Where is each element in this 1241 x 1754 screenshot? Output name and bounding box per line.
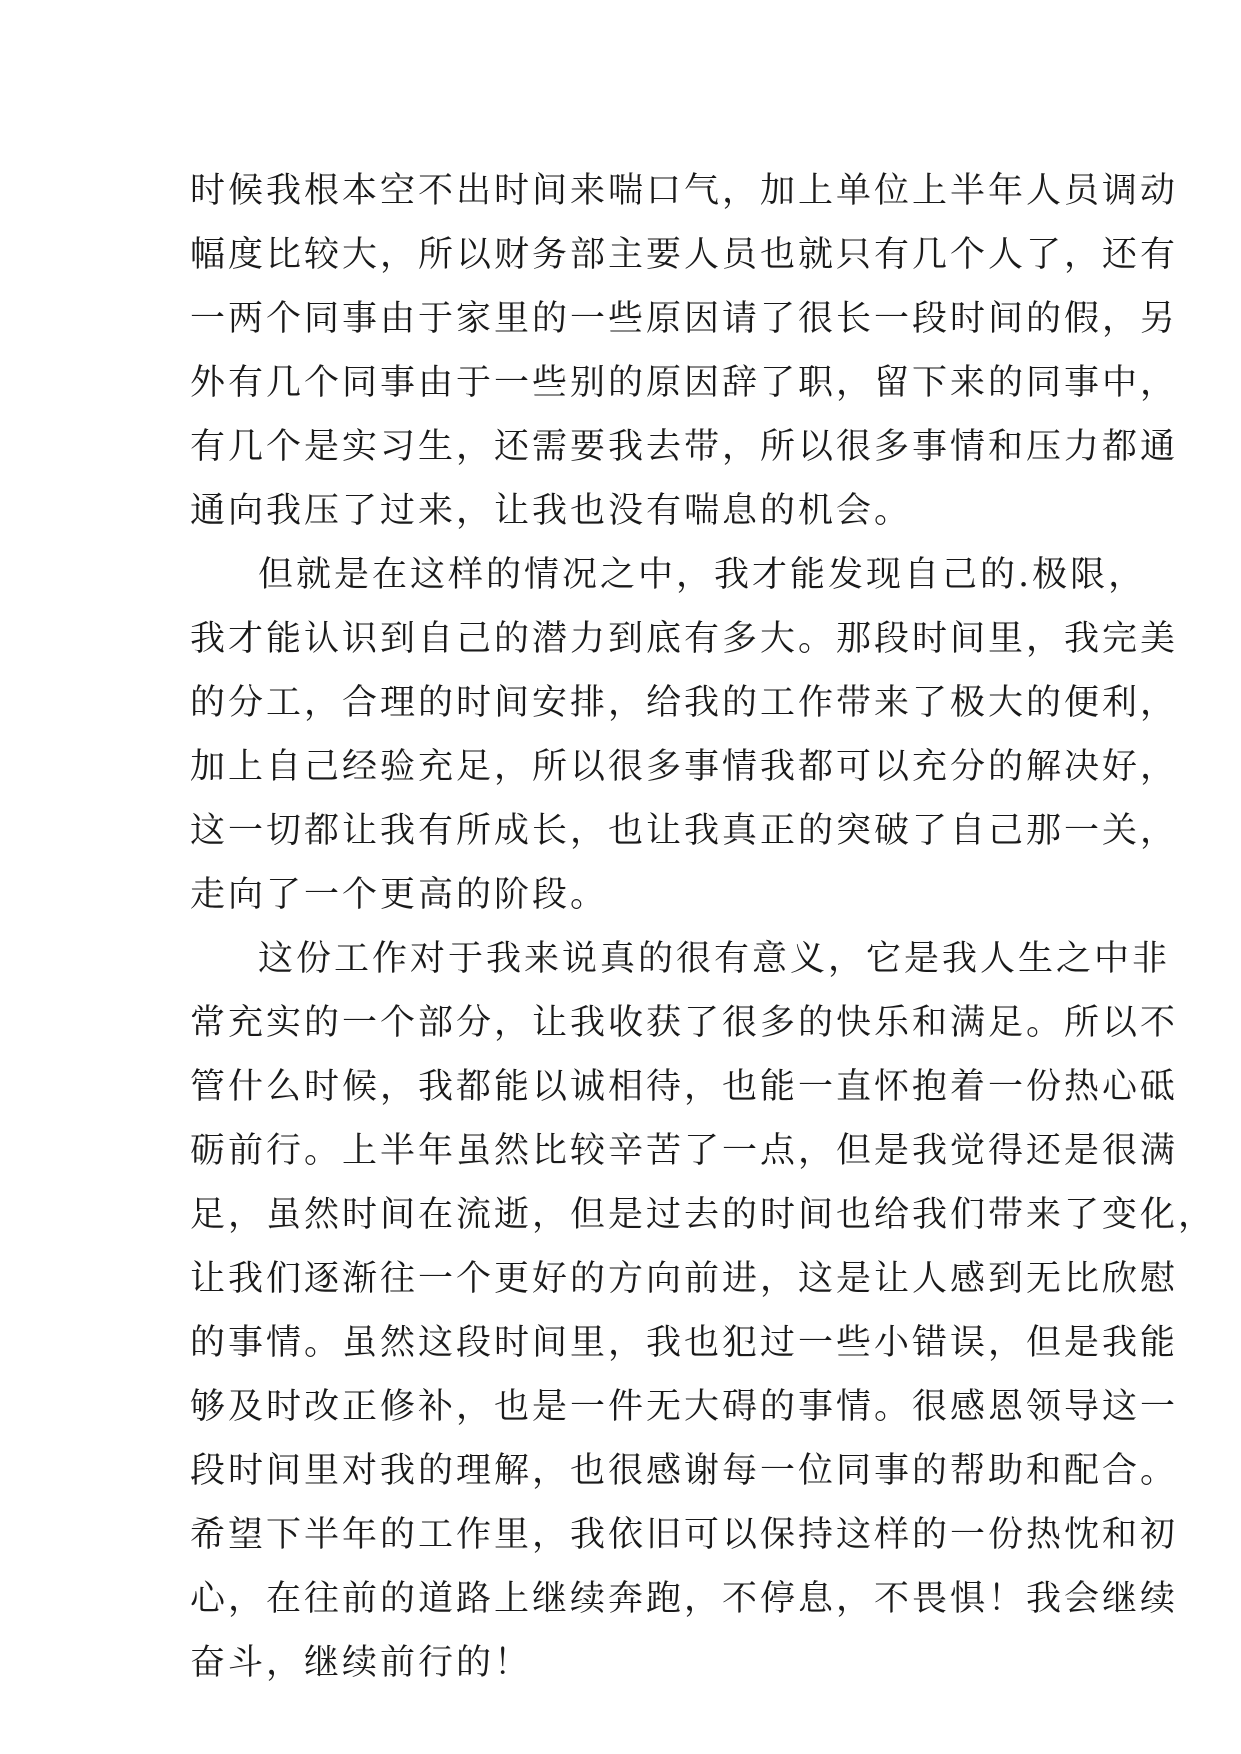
text-line: 有几个是实习生，还需要我去带，所以很多事情和压力都通	[190, 427, 1179, 467]
text-line: 让我们逐渐往一个更好的方向前进，这是让人感到无比欣慰	[190, 1259, 1179, 1299]
text-line: 幅度比较大，所以财务部主要人员也就只有几个人了，还有	[190, 235, 1179, 275]
text-line: 常充实的一个部分，让我收获了很多的快乐和满足。所以不	[190, 1003, 1179, 1043]
text-line: 管什么时候，我都能以诚相待，也能一直怀抱着一份热心砥	[190, 1067, 1179, 1107]
text-line: 足，虽然时间在流逝，但是过去的时间也给我们带来了变化，	[190, 1195, 1217, 1235]
text-line: 希望下半年的工作里，我依旧可以保持这样的一份热忱和初	[190, 1515, 1179, 1555]
document-body	[190, 159, 1217, 1695]
text-line: 但就是在这样的情况之中，我才能发现自己的.极限，	[258, 555, 1147, 595]
text-line: 外有几个同事由于一些别的原因辞了职，留下来的同事中，	[190, 363, 1179, 403]
text-line: 通向我压了过来，让我也没有喘息的机会。	[190, 491, 913, 531]
text-line: 的分工，合理的时间安排，给我的工作带来了极大的便利，	[190, 683, 1179, 723]
text-line: 时候我根本空不出时间来喘口气，加上单位上半年人员调动	[190, 171, 1179, 211]
text-line: 这份工作对于我来说真的很有意义，它是我人生之中非	[258, 939, 1171, 979]
text-line: 够及时改正修补，也是一件无大碍的事情。很感恩领导这一	[190, 1387, 1179, 1427]
text-line: 段时间里对我的理解，也很感谢每一位同事的帮助和配合。	[190, 1451, 1179, 1491]
text-line: 的事情。虽然这段时间里，我也犯过一些小错误，但是我能	[190, 1323, 1179, 1363]
text-line: 奋斗，继续前行的！	[190, 1643, 533, 1683]
text-line: 心，在往前的道路上继续奔跑，不停息，不畏惧！我会继续	[190, 1579, 1179, 1619]
text-line: 走向了一个更高的阶段。	[190, 875, 609, 915]
text-line: 我才能认识到自己的潜力到底有多大。那段时间里，我完美	[190, 619, 1179, 659]
text-line: 砺前行。上半年虽然比较辛苦了一点，但是我觉得还是很满	[190, 1131, 1179, 1171]
text-line: 加上自己经验充足，所以很多事情我都可以充分的解决好，	[190, 747, 1179, 787]
text-line: 这一切都让我有所成长，也让我真正的突破了自己那一关，	[190, 811, 1179, 851]
text-line: 一两个同事由于家里的一些原因请了很长一段时间的假，另	[190, 299, 1179, 339]
